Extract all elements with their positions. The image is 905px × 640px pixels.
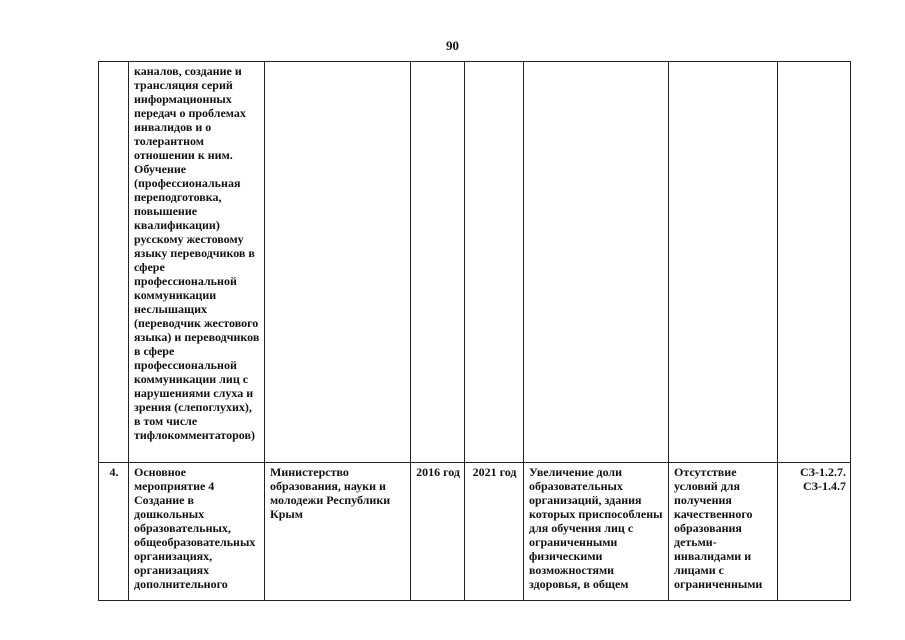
cell-expected-result — [524, 62, 669, 463]
cell-executor: Министерство образования, науки и молодежи Республики Крым — [265, 463, 411, 601]
cell-measure: Основное мероприятие 4 Создание в дошкольных образовательных, общеобразовательных организациях, организациях дополнительного — [129, 463, 265, 601]
cell-end-year — [465, 62, 524, 463]
cell-start-year — [411, 62, 465, 463]
cell-consequences: Отсутствие условий для получения качественного образования детьми-инвалидами и лицами с ограниченными — [669, 463, 778, 601]
cell-expected-result: Увеличение доли образовательных организаций, здания которых приспособлены для обучения лиц с ограниченными физическими возможностями здоровья, в общем — [524, 463, 669, 601]
cell-consequences — [669, 62, 778, 463]
cell-number — [99, 62, 129, 463]
cell-executor — [265, 62, 411, 463]
table-row — [99, 463, 851, 601]
cell-number: 4. — [99, 463, 129, 601]
cell-indicator-link: СЗ-1.2.7. СЗ-1.4.7 — [778, 463, 851, 601]
cell-start-year: 2016 год — [411, 463, 465, 601]
cell-measure: каналов, создание и трансляция серий информационных передач о проблемах инвалидов и о толерантном отношении к ним. Обучение (профессиональная переподготовка, повышение квалификации) русскому жестовому языку переводчиков в сфере профессиональной коммуникации неслышащих (переводчик жестового языка) и переводчиков в сфере профессиональной коммуникации лиц с нарушениями слуха и зрения (слепоглухих), в том числе тифлокомментаторов) — [129, 62, 265, 463]
cell-indicator-link — [778, 62, 851, 463]
page-number: 90 — [446, 38, 459, 53]
table-row — [99, 62, 851, 463]
measures-table — [98, 61, 851, 601]
cell-end-year: 2021 год — [465, 463, 524, 601]
